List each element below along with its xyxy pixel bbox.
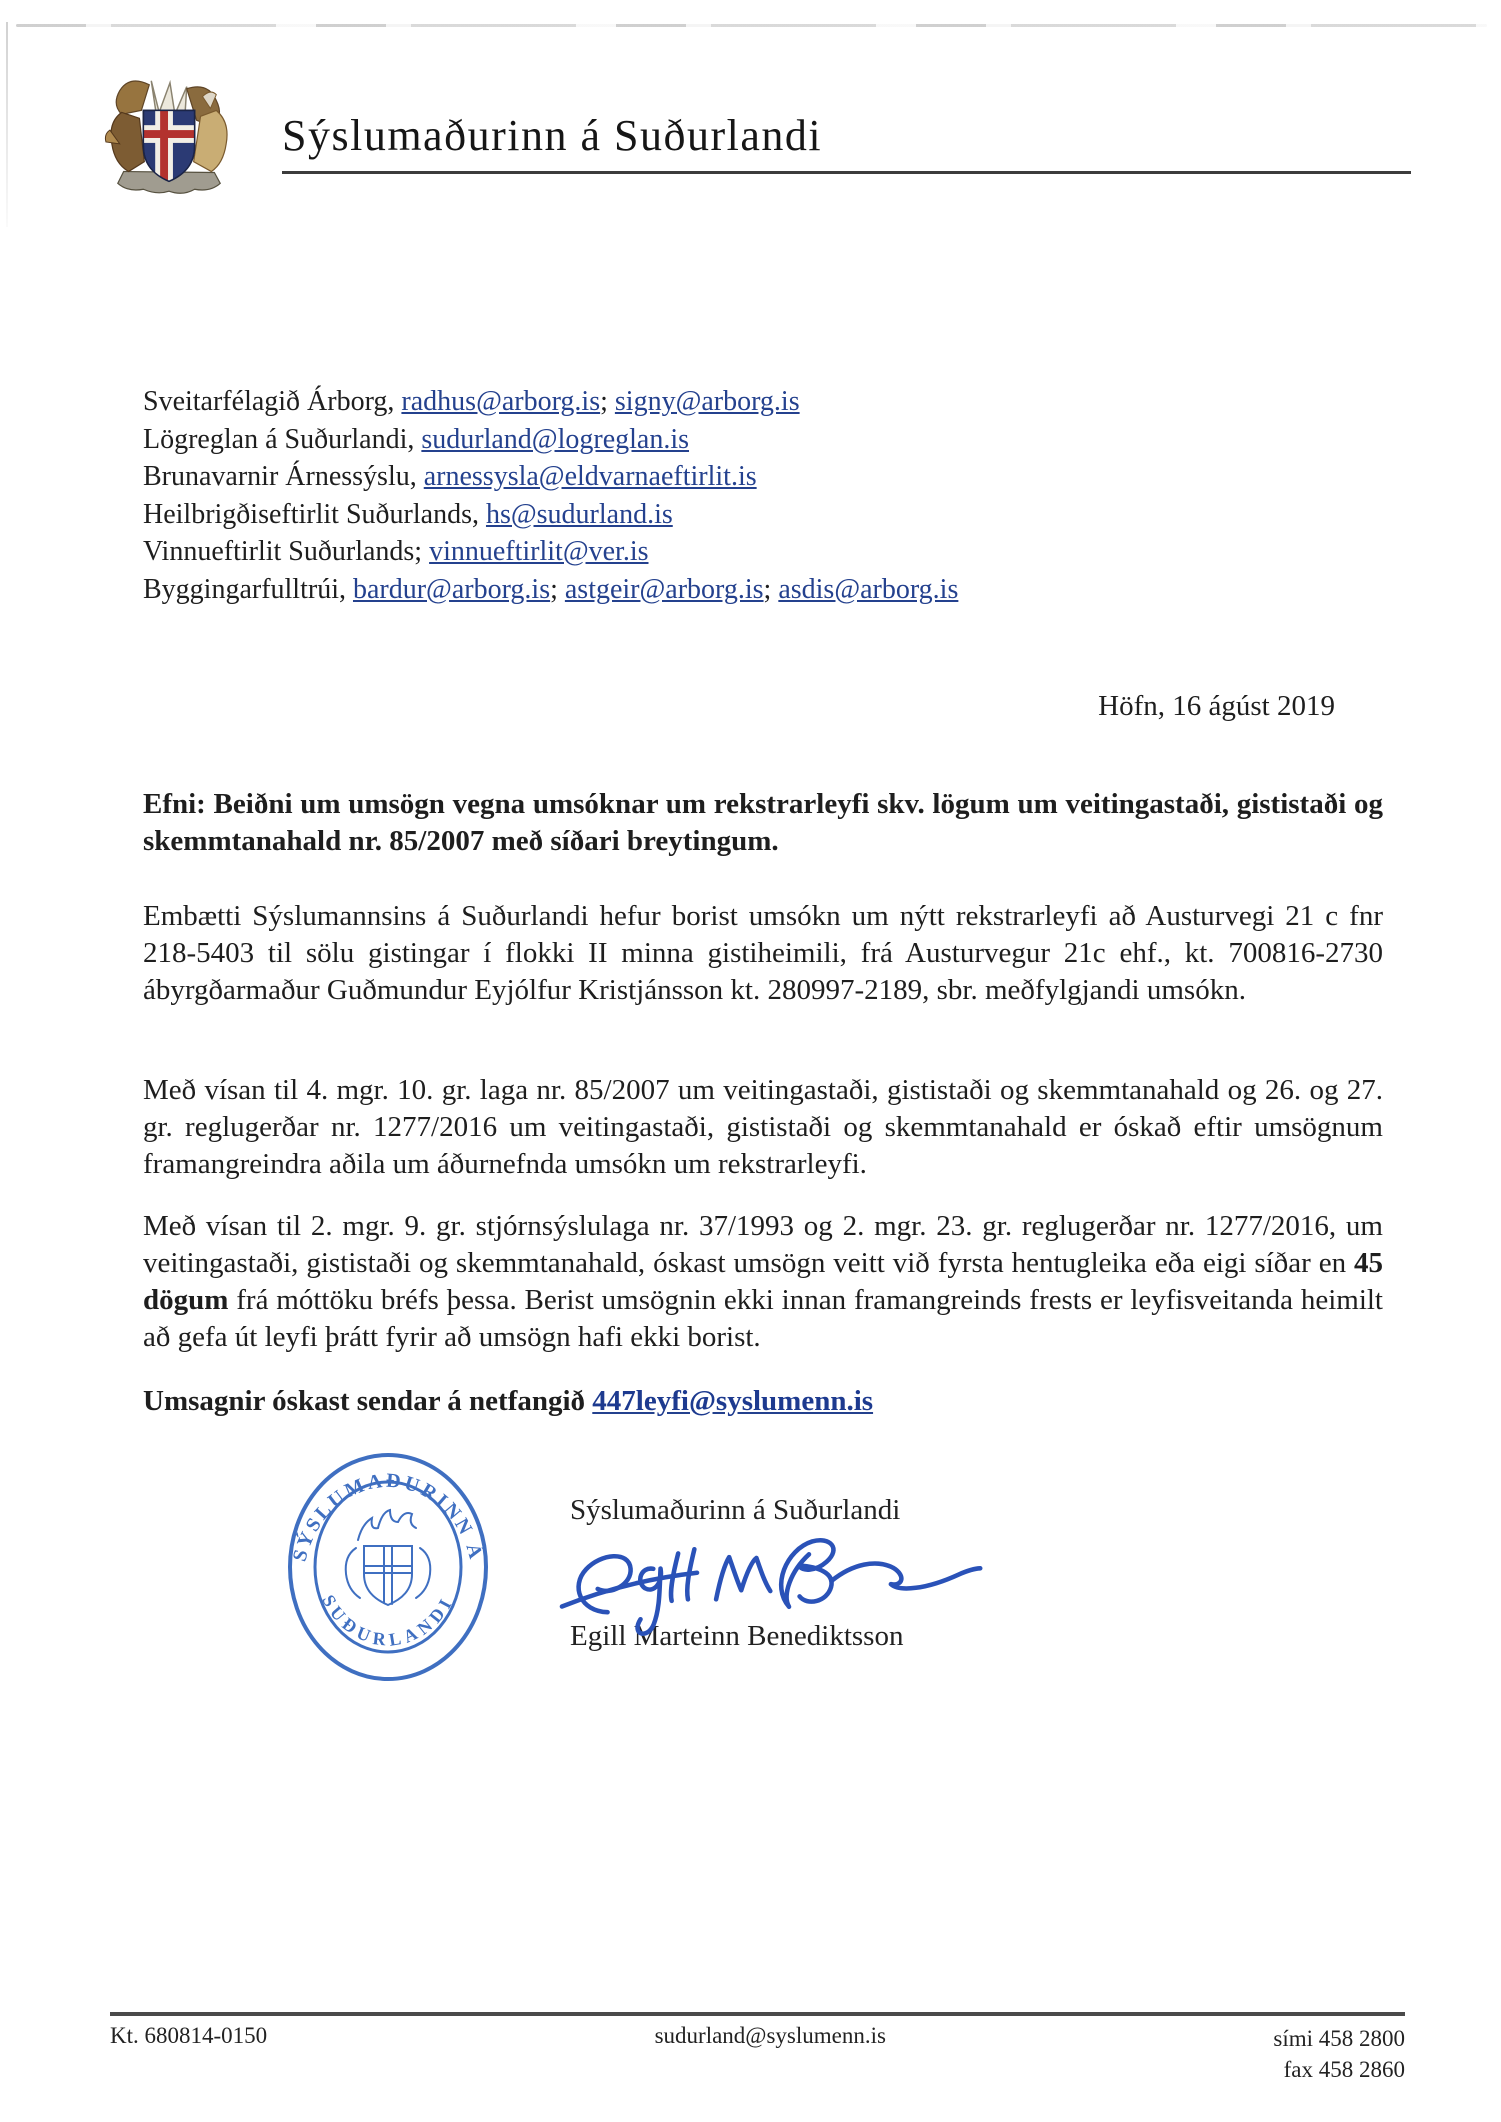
stamp-arc-text-top: SÝSLUMAÐURINN Á <box>288 1469 488 1564</box>
body-paragraph-3 <box>143 1208 1383 1356</box>
footer-email: sudurland@syslumenn.is <box>654 2023 886 2048</box>
footer-fax: fax 458 2860 <box>1283 2057 1405 2082</box>
email-link[interactable]: sudurland@logreglan.is <box>421 423 690 455</box>
recipient-line <box>143 383 1383 421</box>
recipient-line <box>143 421 1383 459</box>
email-link[interactable]: asdis@arborg.is <box>778 573 959 605</box>
date-line: Höfn, 16 ágúst 2019 <box>1098 690 1335 722</box>
email-link[interactable]: signy@arborg.is <box>614 386 800 417</box>
stamp-arc-text-bottom: SUÐURLANDI <box>318 1591 458 1650</box>
recipient-line <box>143 571 1383 609</box>
cta-line <box>143 1385 1383 1418</box>
recipient-line <box>143 533 1383 571</box>
recipient-line <box>143 496 1383 534</box>
scan-artifact-line <box>16 24 1487 27</box>
recipient-label: Sveitarfélagið Árborg, <box>143 386 402 417</box>
email-link[interactable]: hs@sudurland.is <box>485 498 673 530</box>
letterhead-rule <box>282 72 1411 174</box>
body-paragraph-1: Embætti Sýslumannsins á Suðurlandi hefur borist umsókn um nýtt rekstrarleyfi að Austurvegi 21 c fnr 218-5403 til sölu gistingar í flokki II minna gistiheimili, frá Austurvegur 21c ehf., kt. 700816-2730 ábyrgðarmaður Guðmundur Eyjólfur Kristjánsson kt. 280997-2189, sbr. meðfylgjandi umsókn. <box>143 900 1383 1006</box>
cta-email-link[interactable]: 447leyfi@syslumenn.is <box>592 1385 874 1417</box>
signature-block <box>284 1448 1004 1686</box>
email-link[interactable]: radhus@arborg.is <box>401 386 601 417</box>
recipient-list <box>143 383 1383 608</box>
page-footer <box>110 2012 1405 2085</box>
recipient-label: Brunavarnir Árnessýslu, <box>143 461 424 492</box>
official-stamp <box>284 1448 492 1686</box>
signature-column <box>570 1448 1004 1653</box>
email-link[interactable]: bardur@arborg.is <box>352 573 551 605</box>
svg-text:SUÐURLANDI <box>318 1591 457 1649</box>
email-link[interactable]: arnessysla@eldvarnaeftirlit.is <box>423 461 757 492</box>
separator: ; <box>763 573 779 605</box>
stamp-emblem <box>346 1510 431 1605</box>
subject-heading: Efni: Beiðni um umsögn vegna umsóknar um rekstrarleyfi skv. lögum um veitingastaði, gististaði og skemmtanahald nr. 85/2007 með síðari breytingum. <box>143 788 1383 857</box>
letterhead <box>100 72 1411 202</box>
footer-kt: Kt. 680814-0150 <box>110 2023 268 2048</box>
signatory-name: Egill Marteinn Benediktsson <box>570 1620 904 1652</box>
email-link[interactable]: vinnueftirlit@ver.is <box>429 536 649 567</box>
paragraph-text: frá móttöku bréfs þessa. Berist umsögnin ekki innan framangreinds frests er leyfisveitanda heimilt að gefa út leyfi þrátt fyrir að umsögn hafi ekki borist. <box>143 1284 1383 1353</box>
recipient-line <box>143 458 1383 496</box>
coat-of-arms-logo <box>100 72 238 202</box>
handwritten-signature <box>534 1515 1006 1649</box>
footer-phone: sími 458 2800 <box>1273 2026 1405 2051</box>
recipient-label: Vinnueftirlit Suðurlands; <box>143 536 430 567</box>
page-title: Sýslumaðurinn á Suðurlandi <box>282 111 823 160</box>
deadline-emphasis: 45 dögum <box>143 1247 1383 1316</box>
recipient-label: Byggingarfulltrúi, <box>143 573 353 605</box>
separator: ; <box>600 386 615 417</box>
email-link[interactable]: astgeir@arborg.is <box>564 573 764 605</box>
footer-contact <box>1273 2023 1405 2085</box>
body-paragraph-2: Með vísan til 4. mgr. 10. gr. laga nr. 85/2007 um veitingastaði, gististaði og skemmtanahald og 26. og 27. gr. reglugerðar nr. 1277/2016 um veitingastaði, gististaði og skemmtanahald er óskað eftir umsögnum framangreindra aðila um áðurnefnda umsókn um rekstrarleyfi. <box>143 1074 1383 1180</box>
scan-artifact-edge <box>6 22 8 227</box>
signature-office-line: Sýslumaðurinn á Suðurlandi <box>570 1494 901 1526</box>
cta-text: Umsagnir óskast sendar á netfangið <box>143 1385 593 1417</box>
separator: ; <box>550 573 565 605</box>
paragraph-text: Með vísan til 2. mgr. 9. gr. stjórnsýslulaga nr. 37/1993 og 2. mgr. 23. gr. reglugerðar nr. 1277/2016, um veitingastaði, gististaði og skemmtanahald, óskast umsögn veitt við fyrsta hentugleika eða eigi síðar en <box>143 1210 1383 1279</box>
recipient-label: Heilbrigðiseftirlit Suðurlands, <box>143 498 486 530</box>
recipient-label: Lögreglan á Suðurlandi, <box>143 423 422 455</box>
